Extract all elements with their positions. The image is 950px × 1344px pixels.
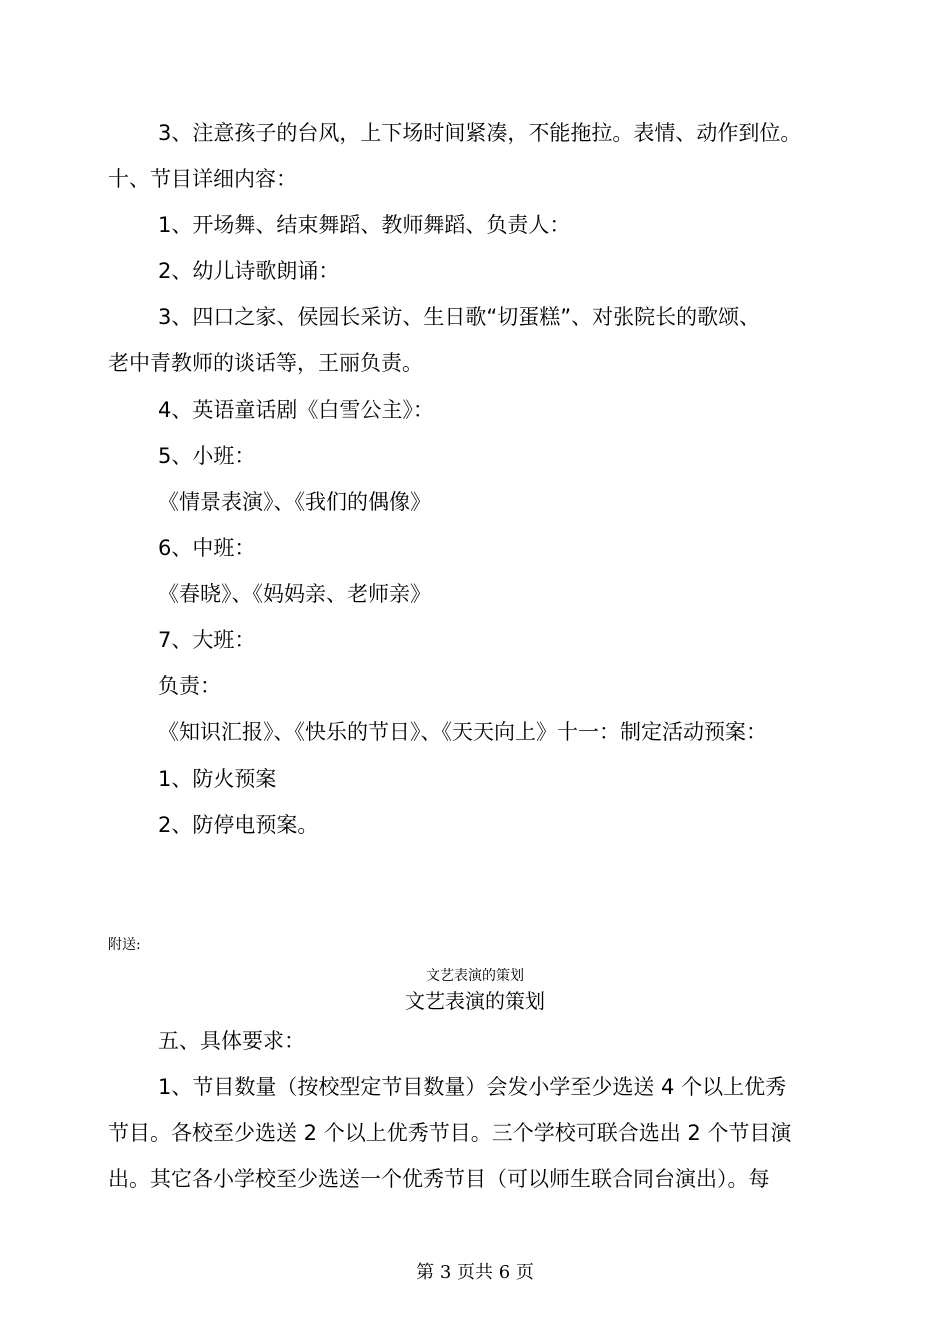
page-number: 第 3 页共 6 页 (416, 1262, 534, 1283)
paragraph-line: 7、大班： (158, 628, 256, 652)
section-heading: 十、节目详细内容： (108, 167, 297, 191)
paragraph-line: 2、防停电预案。 (158, 813, 319, 837)
paragraph-line: 出。其它各小学校至少选送一个优秀节目（可以师生联合同台演出）。每 (108, 1167, 770, 1191)
paragraph-line: 4、英语童话剧《白雪公主》： (158, 398, 434, 422)
paragraph-line: 1、开场舞、结束舞蹈、教师舞蹈、负责人： (158, 213, 571, 237)
paragraph-line: 5、小班： (158, 444, 256, 468)
paragraph-line: 《情景表演》、《我们的偶像》 (158, 490, 431, 514)
paragraph-line: 负责： (158, 674, 221, 698)
appendix-label: 附送: (108, 937, 141, 953)
paragraph-line: 《春晓》、《妈妈亲、老师亲》 (158, 582, 431, 606)
paragraph-line: 老中青教师的谈话等，王丽负责。 (108, 351, 423, 375)
appendix-title: 文艺表演的策划 (405, 989, 545, 1013)
appendix-small-title: 文艺表演的策划 (426, 968, 524, 984)
paragraph-line: 2、幼儿诗歌朗诵： (158, 259, 340, 283)
paragraph-line: 6、中班： (158, 536, 256, 560)
paragraph-line: 1、防火预案 (158, 767, 277, 791)
paragraph-line: 1、节目数量（按校型定节目数量）会发小学至少选送 4 个以上优秀 (158, 1075, 787, 1099)
paragraph-line: 节目。各校至少选送 2 个以上优秀节目。三个学校可联合选出 2 个节目演 (108, 1121, 792, 1145)
paragraph-line: 《知识汇报》、《快乐的节日》、《天天向上》十一：制定活动预案： (158, 720, 767, 744)
paragraph-line: 3、四口之家、侯园长采访、生日歌“切蛋糕”、对张院长的歌颂、 (158, 305, 761, 329)
paragraph-line: 3、注意孩子的台风，上下场时间紧凑，不能拖拉。表情、动作到位。 (158, 121, 802, 145)
paragraph-line: 五、具体要求： (158, 1029, 305, 1053)
